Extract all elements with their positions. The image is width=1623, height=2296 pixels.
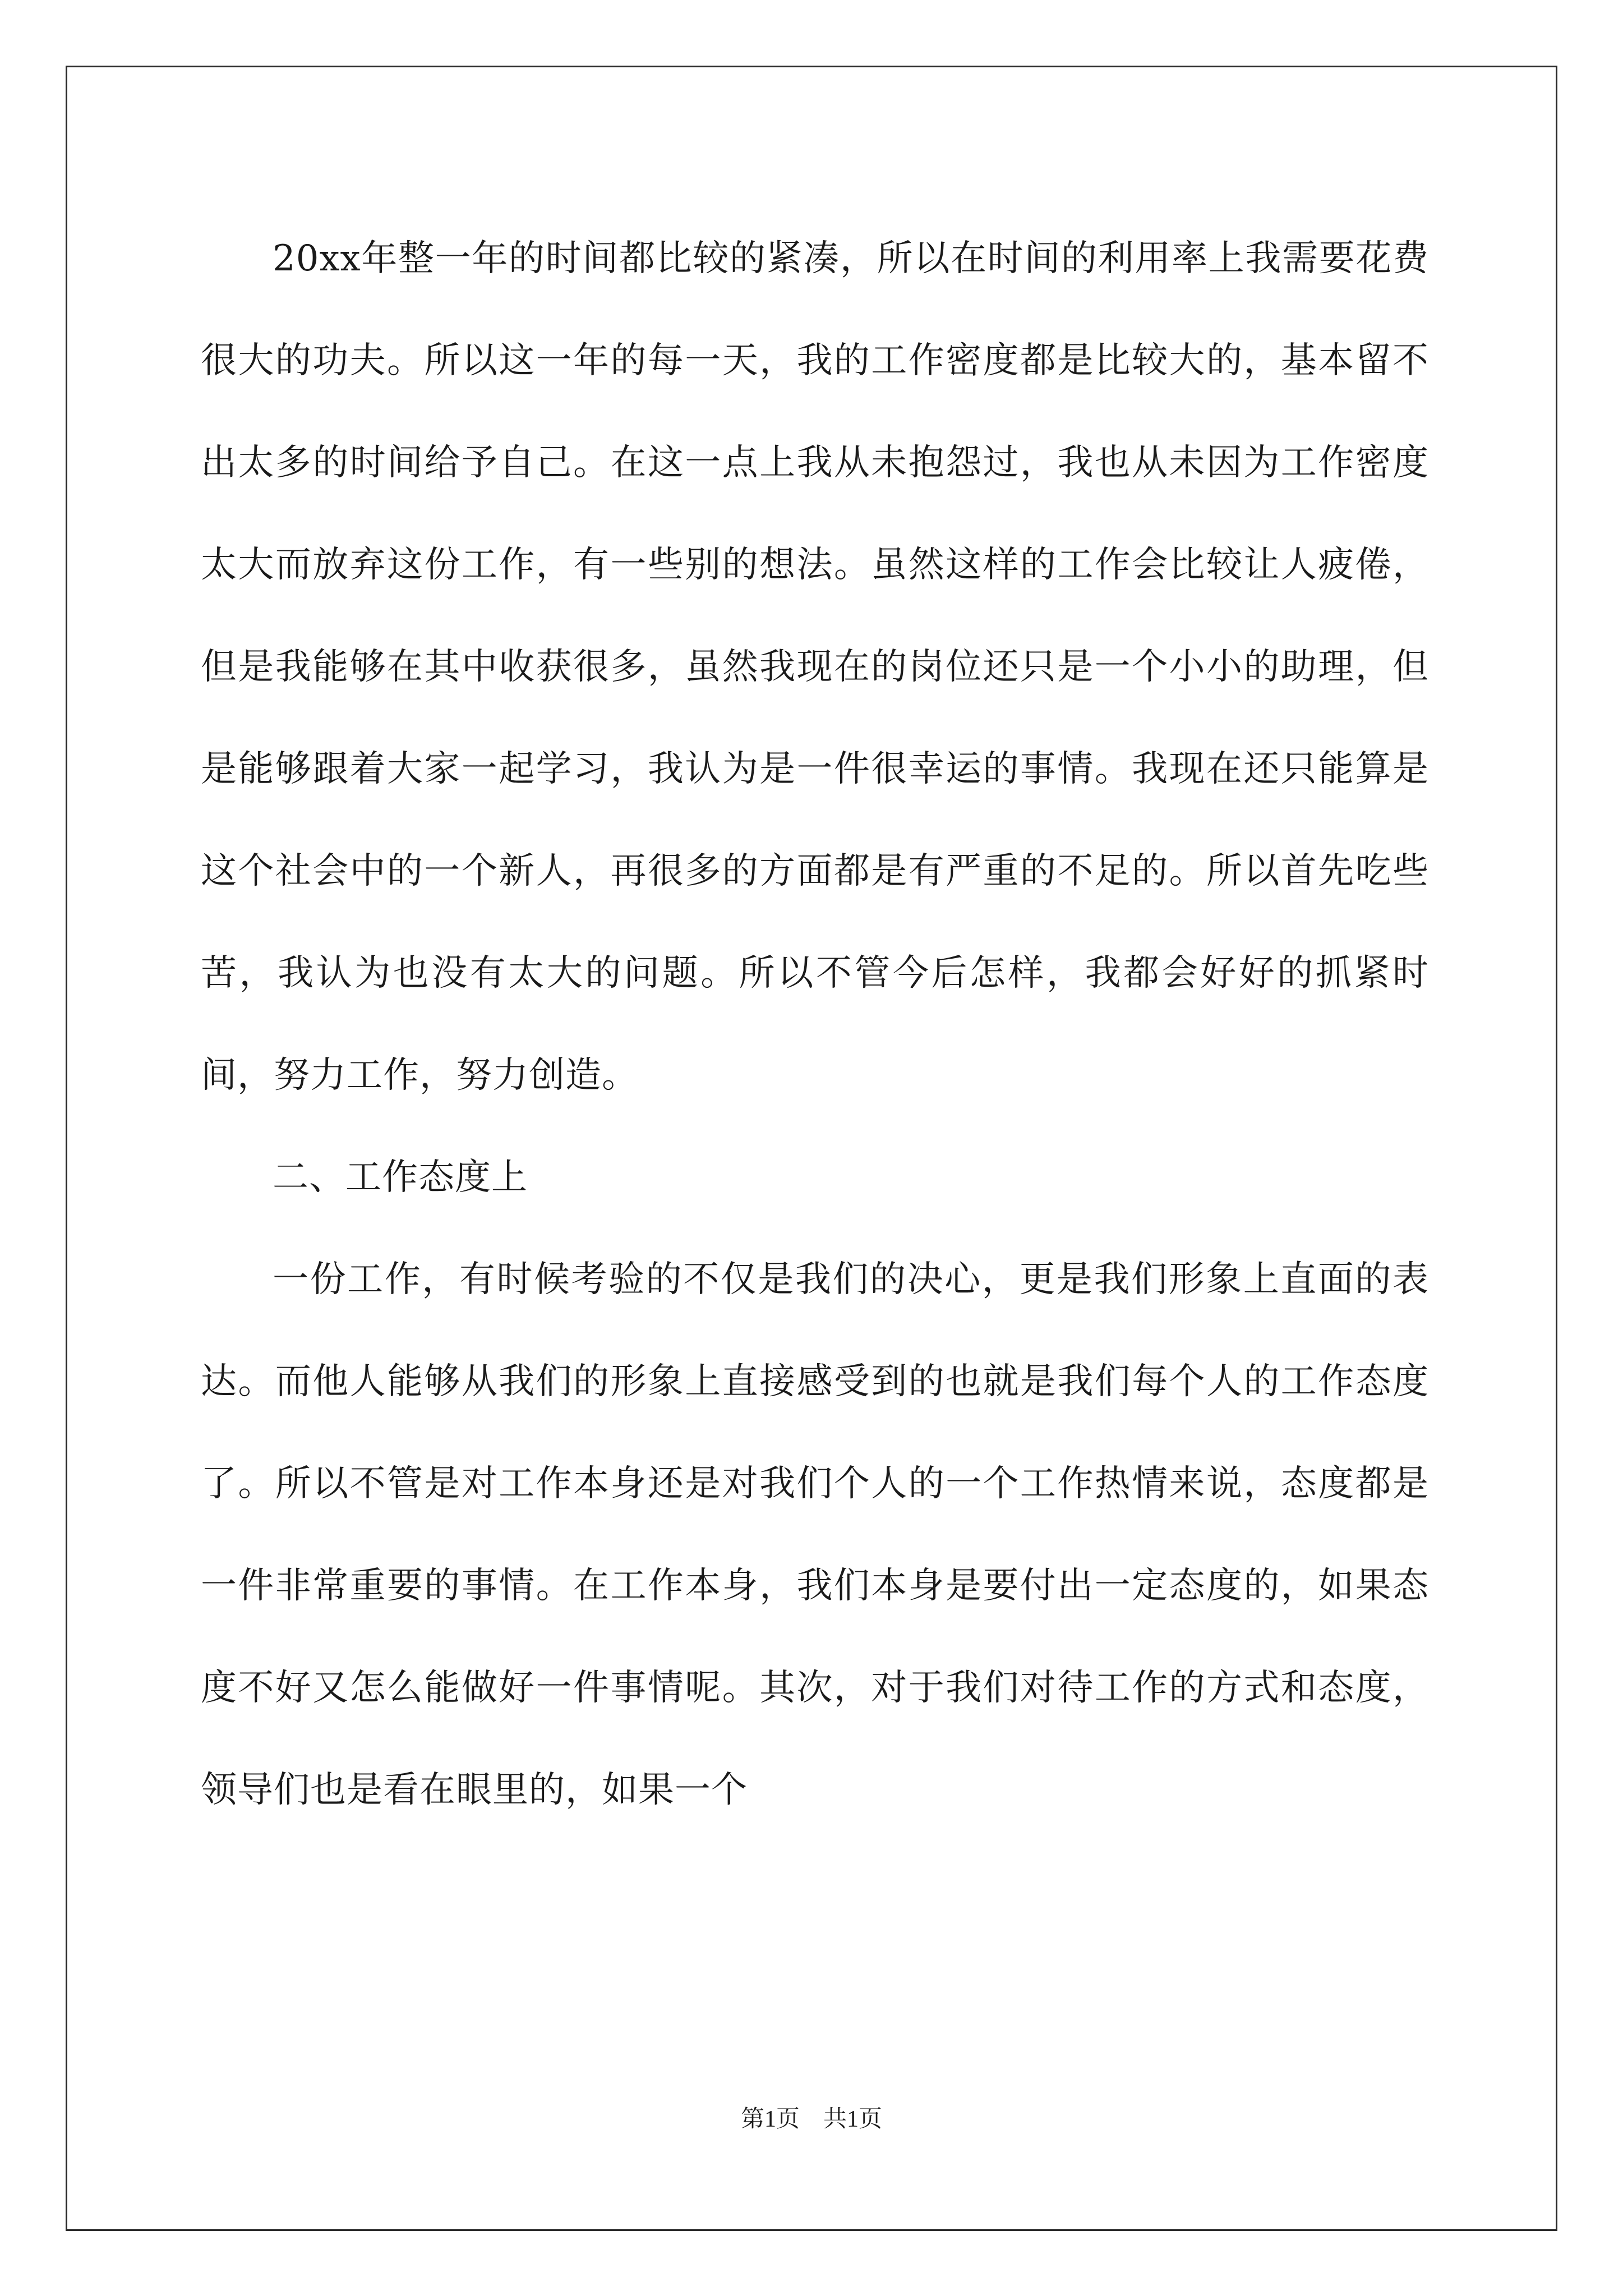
paragraph-work-attitude: 一份工作，有时候考验的不仅是我们的决心，更是我们形象上直面的表达。而他人能够从我们的形象上直接感受到的也就是我们每个人的工作态度了。所以不管是对工作本身还是对我们个人的一个工作热情来说，态度都是一件非常重要的事情。在工作本身，我们本身是要付出一定态度的，如果态度不好又怎么能做好一件事情呢。其次，对于我们对待工作的方式和态度，领导们也是看在眼里的，如果一个: [201, 1259, 1429, 1811]
paragraph-time-usage: 20xx年整一年的时间都比较的紧凑，所以在时间的利用率上我需要花费很大的功夫。所以这一年的每一天，我的工作密度都是比较大的，基本留不出太多的时间给予自己。在这一点上我从未抱怨过，我也从未因为工作密度太大而放弃这份工作，有一些别的想法。虽然这样的工作会比较让人疲倦，但是我能够在其中收获很多，虽然我现在的岗位还只是一个小小的助理，但是能够跟着大家一起学习，我认为是一件很幸运的事情。我现在还只能算是这个社会中的一个新人，再很多的方面都是有严重的不足的。所以首先吃些苦，我认为也没有太大的问题。所以不管今后怎样，我都会好好的抓紧时间，努力工作，努力创造。: [201, 238, 1429, 1096]
page-number: 第1页: [740, 2106, 800, 2132]
page-total: 共1页: [823, 2106, 883, 2132]
document-body: [201, 208, 1429, 1841]
section-heading-work-attitude: 二、工作态度上: [273, 1157, 528, 1198]
page-footer: [0, 2102, 1623, 2136]
